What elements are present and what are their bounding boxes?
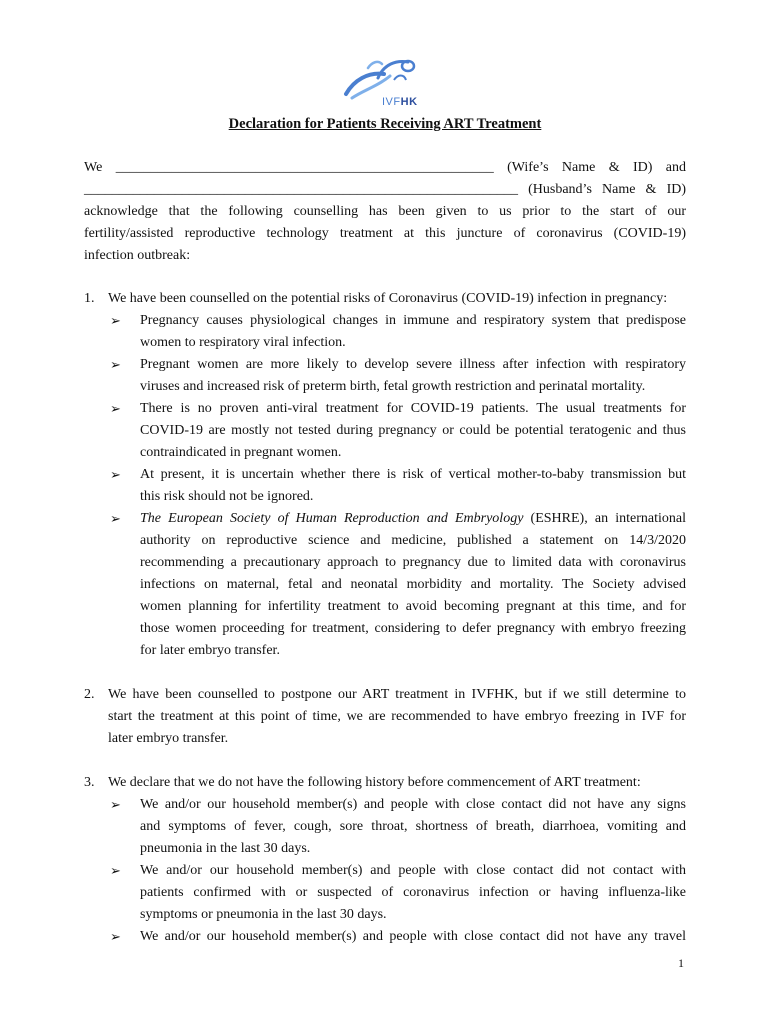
bullet-arrow-icon: ➢	[110, 357, 121, 372]
s1-b2-line: viruses and increased risk of preterm birth, fetal growth restriction and perinatal mortality.	[140, 379, 646, 394]
s1-b1-line: women to respiratory viral infection.	[140, 335, 346, 350]
s1-b1-line: Pregnancy causes physiological changes in immune and respiratory system that predispose	[140, 313, 686, 328]
intro-line-3: acknowledge that the following counselling has been given to us prior to the start of our	[84, 204, 686, 219]
eshre-name: The European Society of Human Reproduction and Embryology	[140, 511, 524, 526]
s3-b2-line: We and/or our household member(s) and people with close contact did not contact with	[140, 863, 686, 878]
intro-line-5: infection outbreak:	[84, 248, 191, 263]
s1-b5-line: women planning for infertility treatment to avoid becoming pregnant at this time, and for	[140, 599, 686, 614]
section-1-heading: We have been counselled on the potential risks of Coronavirus (COVID-19) infection in pregnancy:	[108, 291, 668, 306]
intro-line-1	[84, 157, 686, 179]
s3-b1-line: and symptoms of fever, cough, sore throat, shortness of breath, diarrhoea, vomiting and	[140, 819, 686, 834]
s1-b5-line: those women proceeding for treatment, considering to defer pregnancy with embryo freezing	[140, 621, 686, 636]
wife-name-blank[interactable]: ______________________________________________________	[115, 160, 494, 175]
s1-b4-line: this risk should not be ignored.	[140, 489, 314, 504]
bullet-arrow-icon: ➢	[110, 313, 121, 328]
bullet-arrow-icon: ➢	[110, 797, 121, 812]
ivfhk-logo	[338, 56, 422, 114]
s1-b5-line: recommending a precautionary approach to pregnancy due to limited data with coronavirus	[140, 555, 686, 570]
husband-name-label: (Husband’s Name & ID)	[528, 182, 687, 197]
bullet-arrow-icon: ➢	[110, 863, 121, 878]
s2-line: We have been counselled to postpone our ART treatment in IVFHK, but if we still determine to	[108, 687, 686, 702]
s1-b5-line: The European Society of Human Reproduction and Embryology (ESHRE), an international	[140, 511, 686, 526]
intro-line-2	[84, 179, 686, 201]
s1-b3-line: contraindicated in pregnant women.	[140, 445, 342, 460]
s3-b1-line: pneumonia in the last 30 days.	[140, 841, 311, 856]
section-3-number: 3.	[84, 775, 95, 790]
section-1-number: 1.	[84, 291, 95, 306]
s2-line: start the treatment at this point of time, we are recommended to have embryo freezing in IVF for	[108, 709, 686, 724]
s3-b2-line: symptoms or pneumonia in the last 30 days.	[140, 907, 387, 922]
intro-line-4: fertility/assisted reproductive technology treatment at this juncture of coronavirus (COVID-19)	[84, 226, 686, 241]
s1-b3-line: COVID-19 are mostly not tested during pregnancy or could be potential teratogenic and thus	[140, 423, 686, 438]
s1-b5-line: for later embryo transfer.	[140, 643, 280, 658]
husband-name-blank[interactable]: ______________________________________________________________	[84, 182, 518, 197]
bullet-arrow-icon: ➢	[110, 929, 121, 944]
wife-name-label: (Wife’s Name & ID) and	[507, 160, 687, 175]
we-label: We	[84, 160, 103, 175]
s2-line: later embryo transfer.	[108, 731, 229, 746]
s1-b2-line: Pregnant women are more likely to develop severe illness after infection with respiratory	[140, 357, 686, 372]
s3-b1-line: We and/or our household member(s) and people with close contact did not have any signs	[140, 797, 686, 812]
logo-wordmark: IVFHK	[382, 96, 418, 108]
s1-b5-line: authority on reproductive science and medicine, published a statement on 14/3/2020	[140, 533, 686, 548]
section-3-heading: We declare that we do not have the following history before commencement of ART treatment:	[108, 775, 641, 790]
s1-b5-line: infections on maternal, fetal and neonatal morbidity and mortality. The Society advised	[140, 577, 686, 592]
logo-figure-icon	[338, 56, 422, 100]
bullet-arrow-icon: ➢	[110, 401, 121, 416]
s1-b3-line: There is no proven anti-viral treatment for COVID-19 patients. The usual treatments for	[140, 401, 686, 416]
section-2-number: 2.	[84, 687, 95, 702]
s3-b3-line: We and/or our household member(s) and people with close contact did not have any travel	[140, 929, 686, 944]
s1-b4-line: At present, it is uncertain whether there is risk of vertical mother-to-baby transmission but	[140, 467, 686, 482]
document-title: Declaration for Patients Receiving ART Treatment	[228, 116, 542, 132]
bullet-arrow-icon: ➢	[110, 467, 121, 482]
s3-b2-line: patients confirmed with or suspected of coronavirus infection or having influenza-like	[140, 885, 686, 900]
page-number: 1	[678, 956, 684, 970]
bullet-arrow-icon: ➢	[110, 511, 121, 526]
